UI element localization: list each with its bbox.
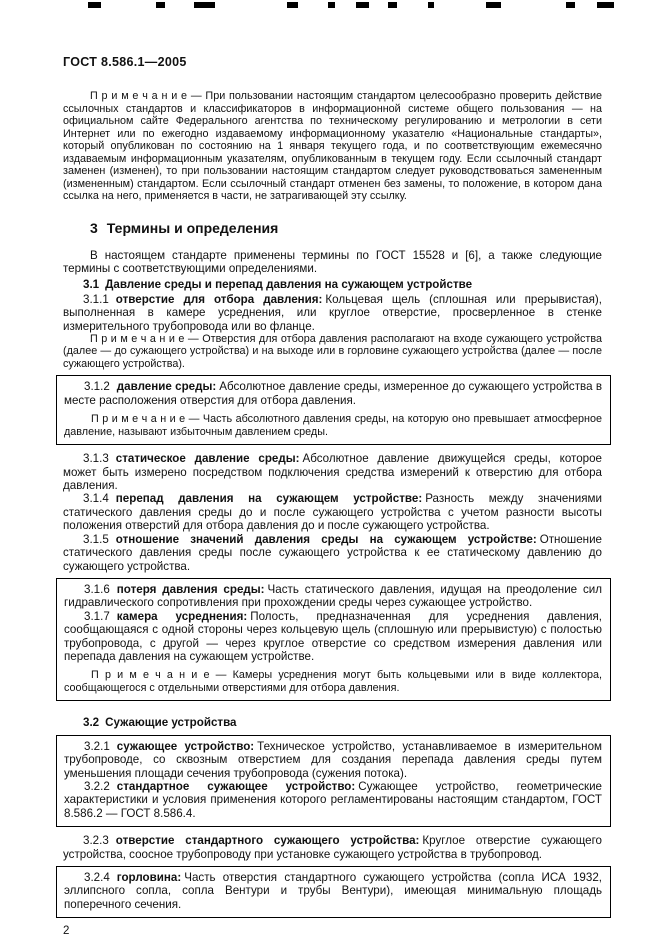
scan-artifact-mark bbox=[156, 2, 165, 8]
term-paragraph-3-1-4 bbox=[63, 492, 602, 532]
boxed-term-group-3-2-1 bbox=[56, 735, 611, 827]
note-paragraph-3-1-7: П р и м е ч а н и е — Камеры усреднения могут быть кольцевыми или в виде коллектора, сообщающегося с отдельными отверстиями для отбора давления. bbox=[64, 669, 602, 694]
scan-artifact-mark bbox=[328, 2, 335, 8]
term-number: 3.2.1 bbox=[84, 739, 110, 753]
term-paragraph-3-1-5 bbox=[63, 533, 602, 573]
term-name: горловина: bbox=[116, 871, 182, 884]
term-number: 3.1.3 bbox=[83, 452, 109, 466]
term-number: 3.1.4 bbox=[83, 492, 109, 506]
subsection-3-1-heading bbox=[63, 278, 602, 291]
scan-artifact-mark bbox=[194, 2, 215, 8]
term-name: отверстие стандартного сужающего устройства: bbox=[115, 834, 420, 848]
doc-header: ГОСТ 8.586.1—2005 bbox=[63, 55, 187, 69]
term-definition: Сужающее устройство, геометрические характеристики и условия применения которого регламентированы настоящим стандартом, ГОСТ 8.586.2 — ГОСТ 8.586.4. bbox=[64, 779, 602, 820]
section-3-heading bbox=[90, 220, 602, 236]
term-paragraph-3-2-1 bbox=[64, 740, 602, 780]
term-definition: Кольцевая щель (сплошная или прерывистая), выполненная в камере усреднения, или круглое отверстие, просверленное в стенке измерительного трубопровода или во фланце. bbox=[63, 292, 602, 333]
subsection-title: Давление среды и перепад давления на сужающем устройстве bbox=[105, 278, 473, 292]
term-name: перепад давления на сужающем устройстве: bbox=[115, 492, 423, 506]
scan-artifact-mark bbox=[88, 2, 101, 8]
term-number: 3.2.4 bbox=[84, 871, 110, 884]
subsection-3-2-heading bbox=[63, 716, 602, 729]
term-paragraph-3-2-4 bbox=[64, 871, 602, 911]
term-definition: Абсолютное давление среды, измеренное до сужающего устройства в месте расположения отверстия для отбора давления. bbox=[64, 380, 603, 407]
term-definition: Техническое устройство, устанавливаемое в измерительном трубопроводе, со сквозным отверстием для создания перепада давления среды путем уменьшения площади сечения трубопровода (сужения потока). bbox=[64, 739, 602, 780]
term-paragraph-3-1-2 bbox=[64, 380, 602, 407]
term-paragraph-3-1-6 bbox=[64, 583, 602, 610]
term-definition: Абсолютное давление движущейся среды, которое может быть измерено посредством подключения средства измерений к отверстию для отбора давления. bbox=[63, 452, 602, 493]
scan-artifact-mark bbox=[356, 2, 369, 8]
scan-artifact-mark bbox=[597, 2, 614, 8]
term-name: давление среды: bbox=[116, 380, 217, 394]
term-name: отверстие для отбора давления: bbox=[115, 292, 323, 306]
term-definition: Полость, предназначенная для усреднения давления, сообщающаяся с одной стороны через кольцевую щель (сплошную или прерывистую) с полостью трубопровода, с другой — через круглое отверстие со средством измерения давления или перепада давления на сужающем устройстве. bbox=[64, 609, 602, 663]
term-name: камера усреднения: bbox=[116, 609, 248, 623]
subsection-number: 3.1 bbox=[83, 278, 100, 292]
term-name: стандартное сужающее устройство: bbox=[116, 779, 356, 793]
boxed-term-group-3-1-6 bbox=[56, 578, 611, 701]
section-number: 3 bbox=[90, 219, 98, 236]
boxed-term-group-3-2-4 bbox=[56, 866, 611, 918]
term-name: потеря давления среды: bbox=[116, 582, 265, 596]
term-definition: Круглое отверстие сужающего устройства, соосное трубопроводу при установке сужающего устройства в трубопровод. bbox=[63, 834, 602, 861]
boxed-term-group-3-1-2 bbox=[56, 375, 611, 445]
term-definition: Часть статического давления, идущая на преодоление сил гидравлического сопротивления при прохождении среды через сужающее устройство. bbox=[64, 582, 602, 610]
term-paragraph-3-2-2 bbox=[64, 780, 602, 820]
scan-artifact-mark bbox=[388, 2, 397, 8]
term-name: отношение значений давления среды на сужающем устройстве: bbox=[115, 532, 537, 546]
term-number: 3.1.7 bbox=[84, 609, 110, 623]
term-name: статическое давление среды: bbox=[115, 452, 300, 466]
scan-artifact-mark bbox=[566, 2, 575, 8]
subsection-title: Сужающие устройства bbox=[105, 716, 237, 730]
term-definition: Отношение статического давления среды после сужающего устройства к ее статическому давлению до сужающего устройства. bbox=[63, 532, 602, 573]
scan-artifact-mark bbox=[428, 2, 434, 8]
term-paragraph-3-1-3 bbox=[63, 452, 602, 492]
section-3-intro: В настоящем стандарте применены термины по ГОСТ 15528 и [6], а также следующие термины с соответствующими определениями. bbox=[63, 248, 602, 275]
term-paragraph-3-2-3 bbox=[63, 834, 602, 861]
term-number: 3.1.5 bbox=[83, 532, 109, 546]
note-paragraph-3-1-2: П р и м е ч а н и е — Часть абсолютного давления среды, на которую оно превышает атмосферное давление, называют избыточным давлением среды. bbox=[64, 413, 602, 438]
reference-usage-note: П р и м е ч а н и е — При пользовании настоящим стандартом целесообразно проверить действие ссылочных стандартов и классификаторов в информационной системе общего пользования — на официальном сайте Федерального агентства по техническому регулированию и метрологии в сети Интернет или по ежегодно издаваемому информационному указателю «Национальные стандарты», который опубликован по состоянию на 1 января текущего года, и по соответствующим ежемесячно издаваемым информационным указателям, опубликованным в текущем году. Если ссылочный стандарт заменен (изменен), то при пользовании настоящим стандартом следует руководствоваться замененным (измененным) стандартом. Если ссылочный стандарт отменен без замены, то положение, в котором дана ссылка на него, применяется в части, не затрагивающей эту ссылку. bbox=[63, 90, 602, 202]
scan-artifact-mark bbox=[486, 2, 501, 8]
term-number: 3.1.6 bbox=[84, 582, 110, 596]
term-paragraph-3-1-1 bbox=[63, 293, 602, 333]
section-title: Термины и определения bbox=[106, 219, 279, 236]
term-definition: Часть отверстия стандартного сужающего устройства (сопла ИСА 1932, эллипсного сопла, сопла Вентури и трубы Вентури), имеющая минимальную площадь поперечного сечения. bbox=[64, 871, 602, 911]
scan-artifacts bbox=[0, 0, 661, 12]
term-number: 3.2.3 bbox=[83, 834, 109, 848]
term-number: 3.1.1 bbox=[83, 292, 109, 306]
scan-artifact-mark bbox=[287, 2, 298, 8]
page-content bbox=[63, 55, 602, 936]
page-number: 2 bbox=[63, 925, 70, 936]
note-paragraph-3-1-1: П р и м е ч а н и е — Отверстия для отбора давления располагают на входе сужающего устройства (далее — до сужающего устройства) и на выходе или в горловине сужающего устройства (далее — после сужающего устройства). bbox=[63, 332, 602, 370]
term-name: сужающее устройство: bbox=[116, 739, 255, 753]
subsection-number: 3.2 bbox=[83, 716, 100, 730]
term-paragraph-3-1-7 bbox=[64, 610, 602, 664]
term-number: 3.2.2 bbox=[84, 779, 110, 793]
term-number: 3.1.2 bbox=[84, 380, 110, 394]
term-definition: Разность между значениями статического давления среды до и после сужающего устройства с учетом разности высоты положения отверстий для отбора давления до и после сужающего устройства. bbox=[63, 492, 602, 533]
